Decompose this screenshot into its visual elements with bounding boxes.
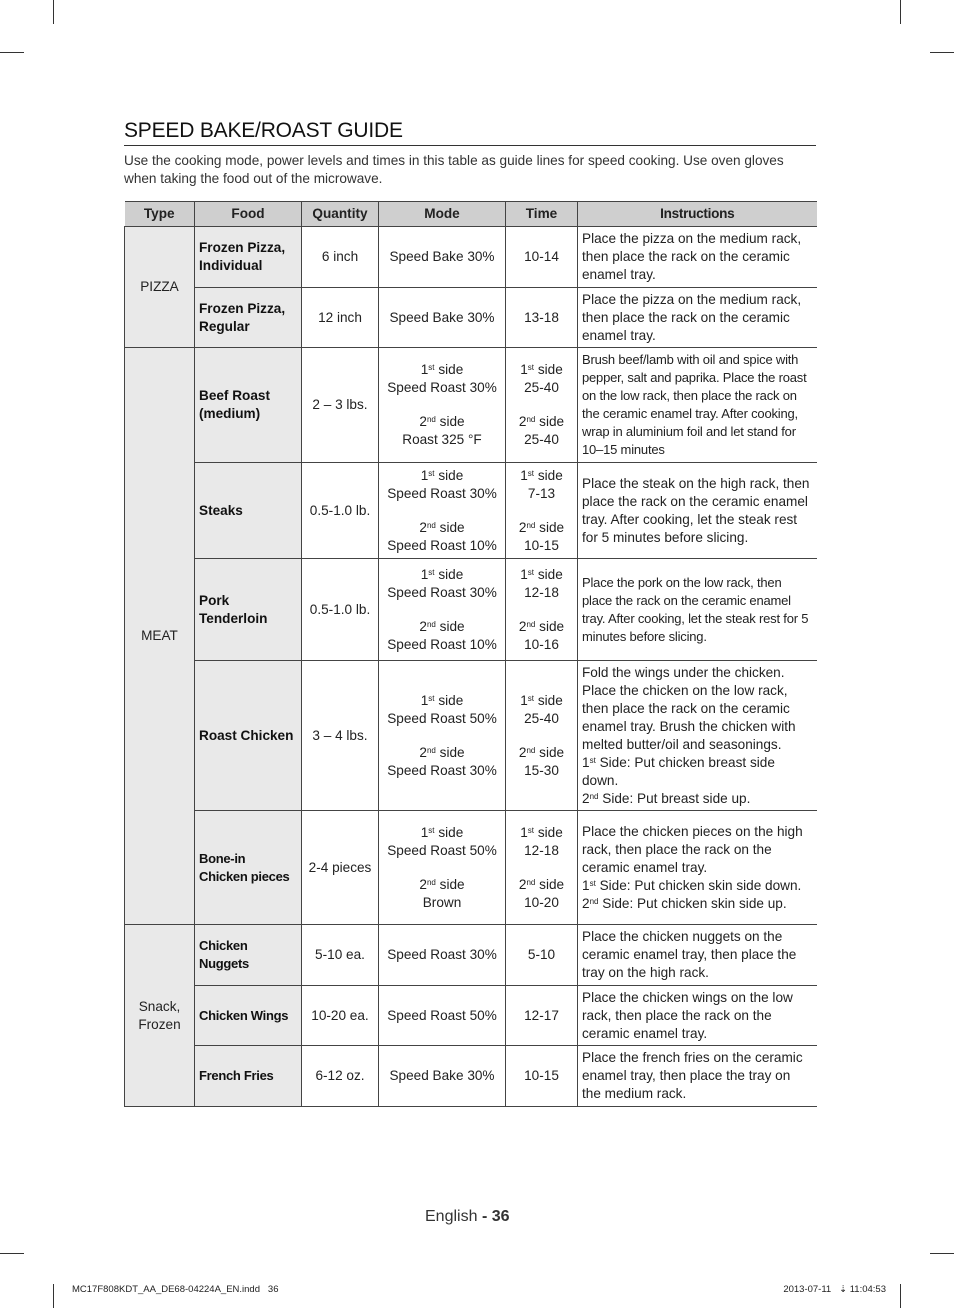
crop-mark [0,1253,24,1254]
first-side-note: 1st Side: Put chicken skin side down. [582,877,802,893]
time-cell [506,811,578,925]
second-side-label: 2nd side [419,618,465,634]
food-cell: Chicken Wings [195,986,302,1046]
first-side-label: 1st side [420,692,464,708]
crop-mark [53,1284,54,1308]
page-number-value: - 36 [481,1208,510,1225]
page-title: SPEED BAKE/ROAST GUIDE [124,119,816,146]
time-cell [506,463,578,559]
table-row [125,661,817,811]
second-side-label: 2nd side [419,876,465,892]
intro-text: Use the cooking mode, power levels and times in this table as guide lines for speed cooking. Use oven gloves when taking the food out of the microwave. [124,153,784,186]
speed-bake-roast-table [124,201,817,1107]
second-side-mode: Roast 325 °F [402,432,482,447]
table-row [125,348,817,463]
time-cell: 13-18 [506,288,578,348]
instructions-cell: Place the pork on the low rack, then place the rack on the ceramic enamel tray. After cooking, let the steak rest for 5 minutes before slicing. [578,559,817,661]
instructions-cell: Place the steak on the high rack, then place the rack on the ceramic enamel tray. After cooking, let the steak rest for 5 minutes before slicing. [578,463,817,559]
group-label-snack: Snack, Frozen [125,925,195,1107]
first-side-time: 12-18 [524,584,559,600]
second-side-label: 2nd side [518,744,565,760]
column-header-mode: Mode [379,202,506,227]
crop-mark [930,1253,954,1254]
second-side-note: 2nd Side: Put chicken skin side up. [582,895,787,911]
crop-mark [900,1284,901,1308]
quantity-cell: 0.5-1.0 lb. [302,559,379,661]
instructions-cell [578,661,817,811]
table-row [125,559,817,661]
food-cell: Steaks [195,463,302,559]
column-header-type: Type [125,202,195,227]
first-side-note: 1st Side: Put chicken breast side down. [582,754,775,788]
second-side-time: 10-15 [524,537,559,553]
instructions-cell [578,811,817,925]
instructions-cell: Place the chicken wings on the low rack, then place the rack on the ceramic enamel tray. [578,986,817,1046]
second-side-mode: Speed Roast 10% [387,537,497,553]
food-cell: Chicken Nuggets [195,925,302,986]
group-label-pizza: PIZZA [125,227,195,348]
instructions-cell: Place the pizza on the medium rack, then place the rack on the ceramic enamel tray. [578,288,817,348]
first-side-mode: Speed Roast 30% [387,380,497,395]
second-side-label: 2nd side [419,414,465,429]
first-side-time: 25-40 [524,710,559,726]
table-row [125,227,817,288]
first-side-label: 1st side [520,692,563,708]
second-side-label: 2nd side [518,519,565,535]
food-cell: Bone-in Chicken pieces [195,811,302,925]
page-number [425,1208,510,1226]
time-cell: 5-10 [506,925,578,986]
instructions-text: Fold the wings under the chicken. Place the chicken on the low rack, then place the rack on the ceramic enamel tray. Brush the chicken with melted butter/oil and seasonings. [582,664,796,752]
mode-cell: Speed Bake 30% [379,227,506,288]
column-header-instructions: Instructions [578,202,817,227]
crop-mark [900,0,901,24]
time-cell: 10-14 [506,227,578,288]
quantity-cell: 12 inch [302,288,379,348]
second-side-time: 25-40 [524,432,559,447]
second-side-time: 10-16 [524,636,559,652]
mode-cell: Speed Bake 30% [379,1046,506,1107]
instructions-cell: Brush beef/lamb with oil and spice with pepper, salt and paprika. Place the roast on the low rack, then place the rack on the ceramic enamel tray. After cooking, wrap in aluminium foil and let stand for 10–15 minutes [578,348,817,463]
mode-cell: Speed Roast 30% [379,925,506,986]
first-side-time: 12-18 [524,842,559,858]
food-cell: Beef Roast (medium) [195,348,302,463]
column-header-quantity: Quantity [302,202,379,227]
quantity-cell: 0.5-1.0 lb. [302,463,379,559]
time-cell [506,661,578,811]
first-side-mode: Speed Roast 30% [387,485,497,501]
table-row [125,463,817,559]
print-date: 2013-07-11 ⇣ 11:04:53 [783,1284,886,1295]
first-side-label: 1st side [520,467,563,483]
time-cell [506,348,578,463]
instructions-cell: Place the pizza on the medium rack, then place the rack on the ceramic enamel tray. [578,227,817,288]
second-side-mode: Brown [422,894,462,910]
group-label-meat: MEAT [125,348,195,925]
first-side-label: 1st side [520,824,563,840]
quantity-cell: 6 inch [302,227,379,288]
second-side-label: 2nd side [518,876,565,892]
mode-cell [379,463,506,559]
food-cell: Roast Chicken [195,661,302,811]
table-row [125,925,817,986]
time-cell: 12-17 [506,986,578,1046]
quantity-cell: 3 – 4 lbs. [302,661,379,811]
quantity-cell: 5-10 ea. [302,925,379,986]
first-side-label: 1st side [420,824,464,840]
mode-cell [379,559,506,661]
mode-cell [379,348,506,463]
second-side-label: 2nd side [518,414,565,429]
table-header-row [125,202,817,227]
mode-cell [379,661,506,811]
first-side-time: 25-40 [524,380,559,395]
table-row [125,1046,817,1107]
quantity-cell: 2 – 3 lbs. [302,348,379,463]
food-cell: Frozen Pizza, Individual [195,227,302,288]
mode-cell: Speed Bake 30% [379,288,506,348]
crop-mark [930,52,954,53]
first-side-label: 1st side [420,362,464,377]
second-side-time: 10-20 [524,894,559,910]
instructions-text: Place the chicken pieces on the high rack, then place the rack on the ceramic enamel tray. [582,823,803,875]
second-side-mode: Speed Roast 10% [387,636,497,652]
second-side-mode: Speed Roast 30% [387,762,497,778]
first-side-label: 1st side [520,362,563,377]
crop-mark [0,52,24,53]
quantity-cell: 2-4 pieces [302,811,379,925]
quantity-cell: 10-20 ea. [302,986,379,1046]
second-side-note: 2nd Side: Put breast side up. [582,790,751,806]
quantity-cell: 6-12 oz. [302,1046,379,1107]
second-side-label: 2nd side [419,519,465,535]
first-side-label: 1st side [420,566,464,582]
second-side-label: 2nd side [419,744,465,760]
instructions-cell: Place the chicken nuggets on the ceramic enamel tray, then place the tray on the high rack. [578,925,817,986]
food-cell: Frozen Pizza, Regular [195,288,302,348]
second-side-label: 2nd side [518,618,565,634]
second-side-time: 15-30 [524,762,559,778]
print-file-name: MC17F808KDT_AA_DE68-04224A_EN.indd 36 [72,1284,279,1295]
language-label: English [425,1208,478,1225]
crop-mark [53,0,54,24]
column-header-food: Food [195,202,302,227]
column-header-time: Time [506,202,578,227]
time-cell [506,559,578,661]
table-row [125,288,817,348]
table-row [125,986,817,1046]
food-cell: French Fries [195,1046,302,1107]
food-cell: Pork Tenderloin [195,559,302,661]
time-cell: 10-15 [506,1046,578,1107]
first-side-mode: Speed Roast 30% [387,584,497,600]
first-side-mode: Speed Roast 50% [387,842,497,858]
first-side-mode: Speed Roast 50% [387,710,497,726]
first-side-label: 1st side [420,467,464,483]
table-row [125,811,817,925]
first-side-label: 1st side [520,566,563,582]
mode-cell [379,811,506,925]
instructions-cell: Place the french fries on the ceramic enamel tray, then place the tray on the medium rack. [578,1046,817,1107]
first-side-time: 7-13 [527,485,556,501]
mode-cell: Speed Roast 50% [379,986,506,1046]
